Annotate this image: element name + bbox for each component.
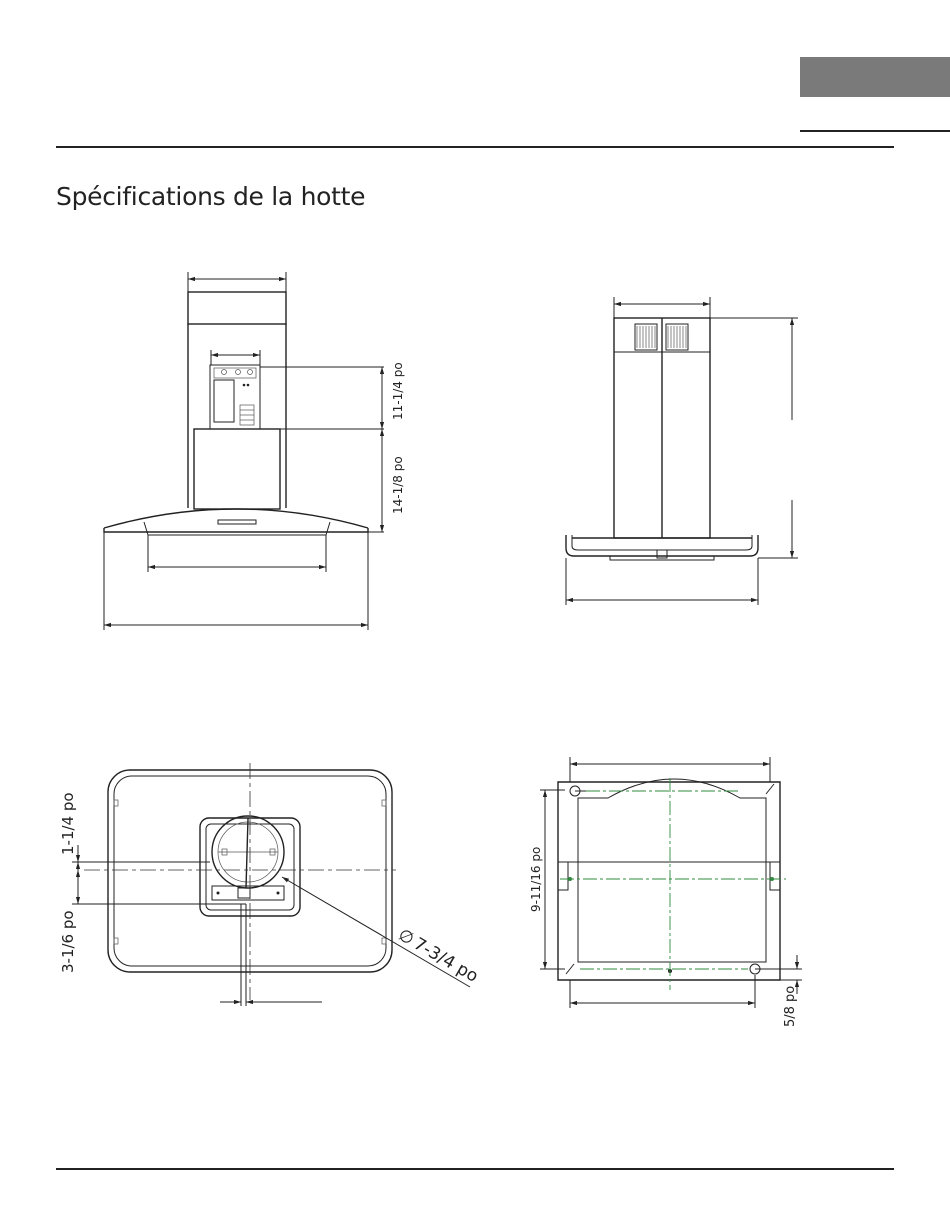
footer-rule [56,1168,894,1170]
bracket-view-drawing [540,757,802,1008]
side-view-drawing [566,297,798,605]
front-dim-upper: 11-1/4 po [391,362,405,420]
diameter-symbol: ∅ [394,925,418,950]
front-dim-lower: 14-1/8 po [391,456,405,514]
bottom-dim-bottom-offset: 3-1/6 po [59,910,77,973]
bottom-view-drawing [72,763,470,1006]
bracket-dim-small: 5/8 po [783,985,798,1027]
front-view-drawing [104,272,384,630]
bottom-dim-duct-diameter: 7-3/4 po [410,934,482,987]
bottom-dim-top-offset: 1-1/4 po [59,792,77,855]
page-title: Spécifications de la hotte [56,181,366,211]
duct-diameter-callout [395,925,482,987]
bracket-dim-height: 9-11/16 po [529,846,543,912]
